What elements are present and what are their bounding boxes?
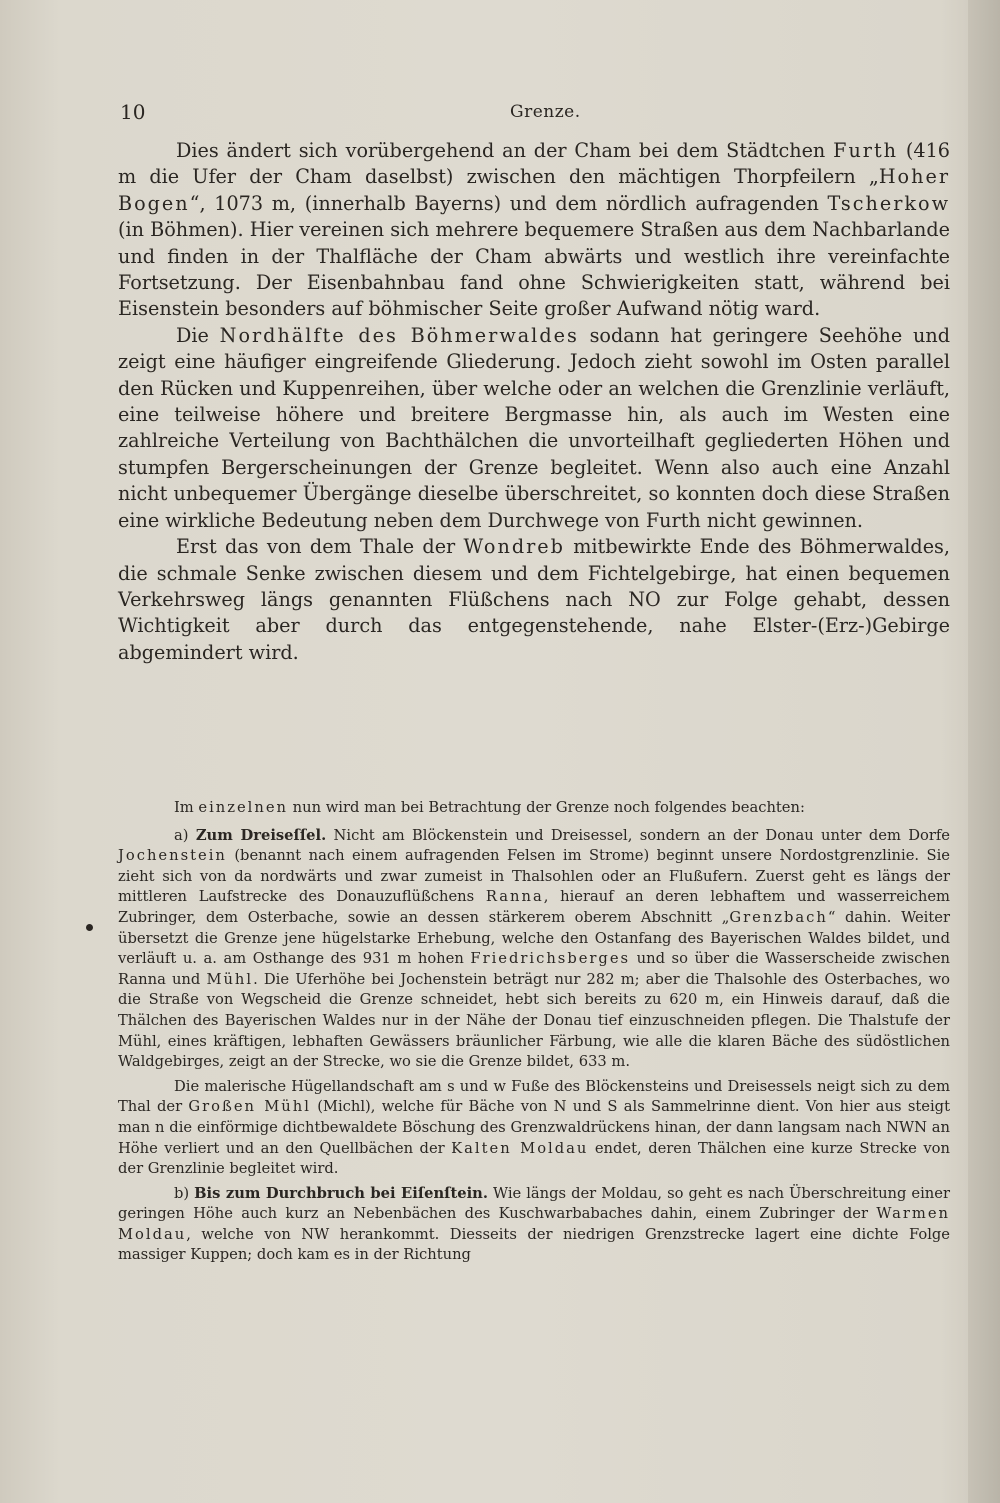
paragraph-furth: Dies ändert sich vorübergehend an der Cham bei dem Städtchen Furth (416 m die Ufer der Cham daselbst) zwischen den mächtigen Thorpfeilern „Hoher Bogen“, 1073 m, (innerhalb Bayerns) und dem nördlich aufragenden Tscherkow (in Böhmen). Hier vereinen sich mehrere bequemere Straßen aus dem Nachbarlande und finden in der Thalfläche der Cham abwärts und westlich ihre vereinfachte Fortsetzung. Der Eisenbahnbau fand ohne Schwierigkeiten statt, während bei Eisenstein besonders auf böhmischer Seite großer Aufwand nötig ward.	[118, 139, 950, 321]
spaced-name-furth: Furth	[833, 139, 899, 162]
spaced-name-wondreb: Wondreb	[463, 535, 565, 559]
small-print-intro: Im einzelnen nun wird man bei Betrachtung der Grenze noch folgendes beachten:	[174, 799, 805, 816]
small-print-section	[118, 798, 950, 1270]
page-header	[120, 100, 960, 130]
main-text	[118, 138, 950, 666]
spaced-word-einzelnen: einzelnen	[198, 799, 288, 816]
page-edge-shadow	[968, 0, 1000, 1503]
spaced-name-tscherkow: Tscherkow	[827, 191, 950, 215]
section-b-heading: Bis zum Durchbruch bei Eiſenſtein.	[194, 1184, 488, 1202]
section-a-continued: Die malerische Hügellandschaft am s und w Fuße des Blöckensteins und Dreisessels neigt sich zu dem Thal der Großen Mühl (Michl), welche für Bäche von N und S als Sammelrinne dient. Von hier aus steigt man n die einförmige dichtbewaldete Böschung des Grenzwaldrückens hinan, der dann langsam nach NWN an Höhe verliert und an den Quellbächen der Kalten Moldau endet, deren Thälchen eine kurze Strecke von der Grenzlinie begleitet wird.	[118, 1077, 950, 1178]
paragraph-wondreb: Erst das von dem Thale der Wondreb mitbewirkte Ende des Böhmerwaldes, die schmale Senke zwischen diesem und dem Fichtelgebirge, hat einen bequemen Verkehrsweg längs genannten Flüßchens nach NO zur Folge gehabt, dessen Wichtigkeit aber durch das entgegenstehende, nahe Elster-(Erz-)Gebirge abgemindert wird.	[118, 535, 950, 664]
spaced-name-nordhaelfte: Nordhälfte des Böhmerwaldes	[219, 323, 579, 347]
section-a: a) Zum Dreiseſſel. Nicht am Blöckenstein und Dreisessel, sondern an der Donau unter dem Dorfe Jochenstein (benannt nach einem aufragenden Felsen im Strome) beginnt unsere Nordostgrenzlinie. Sie zieht sich von da nordwärts und zwar zumeist in Thalsohlen oder an Flußufern. Zuerst geht es längs der mittleren Laufstrecke des Donauzuflüßchens Ranna, hierauf an deren lebhaftem und wasserreichem Zubringer, dem Osterbache, sowie an dessen stärkerem oberem Abschnitt „Grenzbach“ dahin. Weiter übersetzt die Grenze jene hügelstarke Erhebung, welche den Ostanfang des Bayerischen Waldes bildet, und verläuft u. a. am Osthange des 931 m hohen Friedrichsberges und so über die Wasserscheide zwischen Ranna und Mühl. Die Uferhöhe bei Jochenstein beträgt nur 282 m; aber die Thalsohle des Osterbaches, wo die Straße von Wegscheid die Grenze schneidet, hebt sich bereits zu 620 m, ein Hinweis darauf, daß die Thälchen des Bayerischen Waldes nur in der Nähe der Donau tief einzuschneiden pflegen. Die Thalstufe der Mühl, eines kräftigen, lebhaften Gewässers bräunlicher Färbung, wie alle die klaren Bäche des südöstlichen Waldgebirges, zeigt an der Strecke, wo sie die Grenze bildet, 633 m.	[118, 826, 951, 1071]
running-title: Grenze.	[510, 102, 581, 122]
section-b: b) Bis zum Durchbruch bei Eiſenſtein. Wie längs der Moldau, so geht es nach Überschreitung einer geringen Höhe auch kurz an Nebenbächen des Kuschwarbabaches dahin, einem Zubringer der Warmen Moldau, welche von NW herankommt. Diesseits der niedrigen Grenzstrecke lagert eine dichte Folge massiger Kuppen; doch kam es in der Richtung	[118, 1184, 950, 1264]
spaced-name-hoher-bogen: Hoher Bogen	[118, 165, 950, 215]
section-a-label: a)	[174, 826, 196, 844]
section-b-label: b)	[174, 1184, 195, 1202]
margin-mark	[86, 924, 93, 931]
paragraph-nordhaelfte: Die Nordhälfte des Böhmerwaldes sodann hat geringere Seehöhe und zeigt eine häufiger eingreifende Gliederung. Jedoch zieht sowohl im Osten parallel den Rücken und Kuppenreihen, über welche oder an welchen die Grenzlinie verläuft, eine teilweise höhere und breitere Bergmasse hin, als auch im Westen eine zahlreiche Verteilung von Bachthälchen die unvorteilhaft gegliederten Höhen und stumpfen Bergerscheinungen der Grenze begleitet. Wenn also auch eine Anzahl nicht unbequemer Übergänge dieselbe überschreitet, so konnten doch diese Straßen eine wirkliche Bedeutung neben dem Durchwege von Furth nicht gewinnen.	[118, 323, 950, 532]
page-number: 10	[120, 100, 146, 124]
section-a-heading: Zum Dreiseſſel.	[195, 826, 327, 844]
